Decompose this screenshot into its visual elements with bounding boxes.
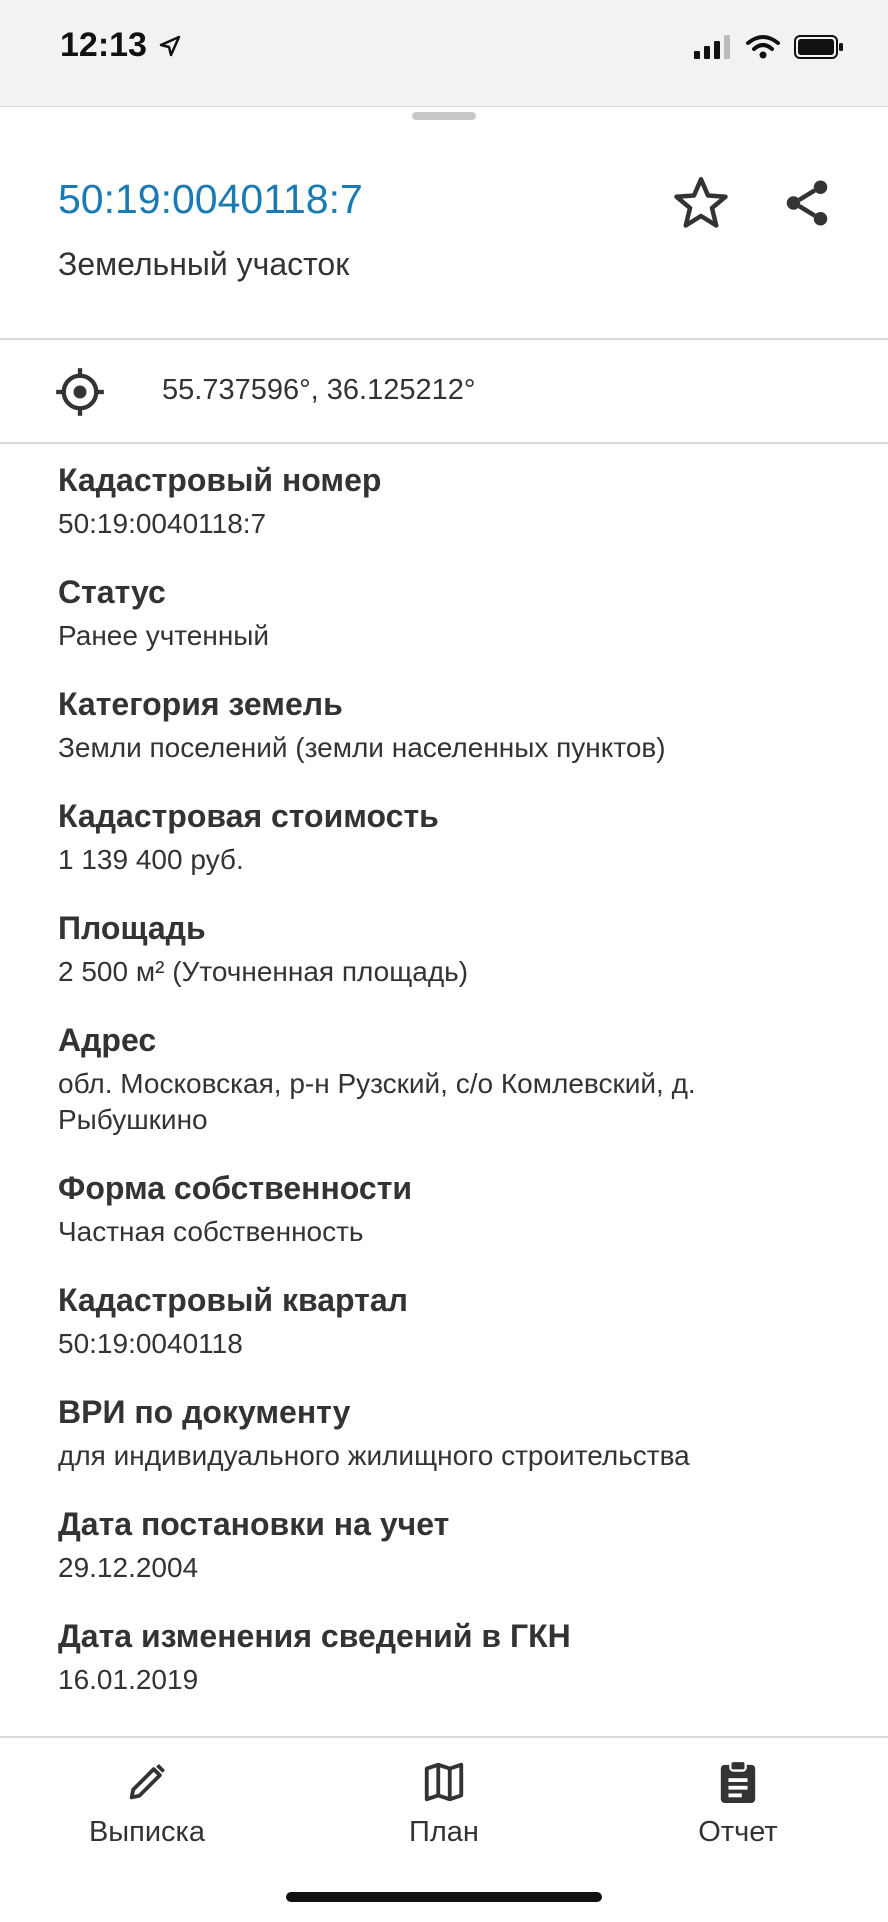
field-label: Форма собственности <box>58 1170 413 1206</box>
divider <box>0 442 888 444</box>
field-value: 50:19:0040118:7 <box>58 508 267 539</box>
map-icon <box>421 1759 467 1805</box>
object-header <box>0 120 888 338</box>
field-label: ВРИ по документу <box>58 1394 351 1430</box>
field-label: Категория земель <box>58 686 343 722</box>
field-value: 50:19:0040118 <box>58 1328 243 1359</box>
wifi-icon <box>746 34 780 60</box>
location-arrow-icon <box>158 34 182 58</box>
field-cadastral-value <box>58 794 858 878</box>
coordinates-text: 55.737596°, 36.125212° <box>162 374 476 406</box>
field-area <box>58 906 858 990</box>
field-label: Кадастровый номер <box>58 462 382 498</box>
field-label: Дата постановки на учет <box>58 1506 450 1542</box>
tab-plan[interactable] <box>344 1758 544 1868</box>
field-status <box>58 570 858 654</box>
field-address <box>58 1018 858 1138</box>
field-cadastral-quarter <box>58 1278 858 1362</box>
signal-icon <box>694 35 732 59</box>
tab-report[interactable] <box>638 1758 838 1868</box>
field-registration-date <box>58 1502 858 1586</box>
field-label: Адрес <box>58 1022 157 1058</box>
favorite-button[interactable] <box>666 168 736 238</box>
field-cadastral-number <box>58 458 858 542</box>
field-value: Земли поселений (земли населенных пунктов) <box>58 732 666 763</box>
status-bar <box>0 0 888 107</box>
field-label: Кадастровая стоимость <box>58 798 439 834</box>
field-label: Дата изменения сведений в ГКН <box>58 1618 571 1654</box>
field-value: Ранее учтенный <box>58 620 270 651</box>
object-type: Земельный участок <box>58 246 350 282</box>
field-label: Статус <box>58 574 166 610</box>
field-value: для индивидуального жилищного строительства <box>58 1440 690 1471</box>
status-indicators <box>694 34 844 60</box>
field-update-date <box>58 1614 858 1698</box>
crosshair-icon <box>54 366 106 418</box>
field-ownership <box>58 1166 858 1250</box>
home-indicator[interactable] <box>286 1892 602 1902</box>
field-value: обл. Московская, р-н Рузский, с/о Комлевский, д. Рыбушкино <box>58 1068 696 1135</box>
field-value: 2 500 м² (Уточненная площадь) <box>58 956 469 987</box>
share-icon <box>780 175 834 231</box>
pencil-icon <box>124 1759 170 1805</box>
field-label: Площадь <box>58 910 206 946</box>
clipboard-icon <box>717 1759 759 1805</box>
page-title: 50:19:0040118:7 <box>58 176 363 222</box>
properties-list <box>58 458 858 1726</box>
sheet-grabber[interactable] <box>412 112 476 120</box>
tab-extract[interactable] <box>47 1758 247 1868</box>
field-permitted-use <box>58 1390 858 1474</box>
field-label: Кадастровый квартал <box>58 1282 408 1318</box>
status-time: 12:13 <box>60 26 147 64</box>
star-icon <box>670 173 732 233</box>
battery-icon <box>794 35 844 59</box>
coordinates-row[interactable] <box>0 340 888 442</box>
tab-label: План <box>409 1816 479 1848</box>
field-land-category <box>58 682 858 766</box>
field-value: Частная собственность <box>58 1216 364 1247</box>
field-value: 29.12.2004 <box>58 1552 199 1583</box>
tab-label: Выписка <box>88 1816 206 1848</box>
field-value: 16.01.2019 <box>58 1664 199 1695</box>
field-value: 1 139 400 руб. <box>58 844 244 875</box>
share-button[interactable] <box>772 168 842 238</box>
tab-label: Отчет <box>698 1816 778 1848</box>
